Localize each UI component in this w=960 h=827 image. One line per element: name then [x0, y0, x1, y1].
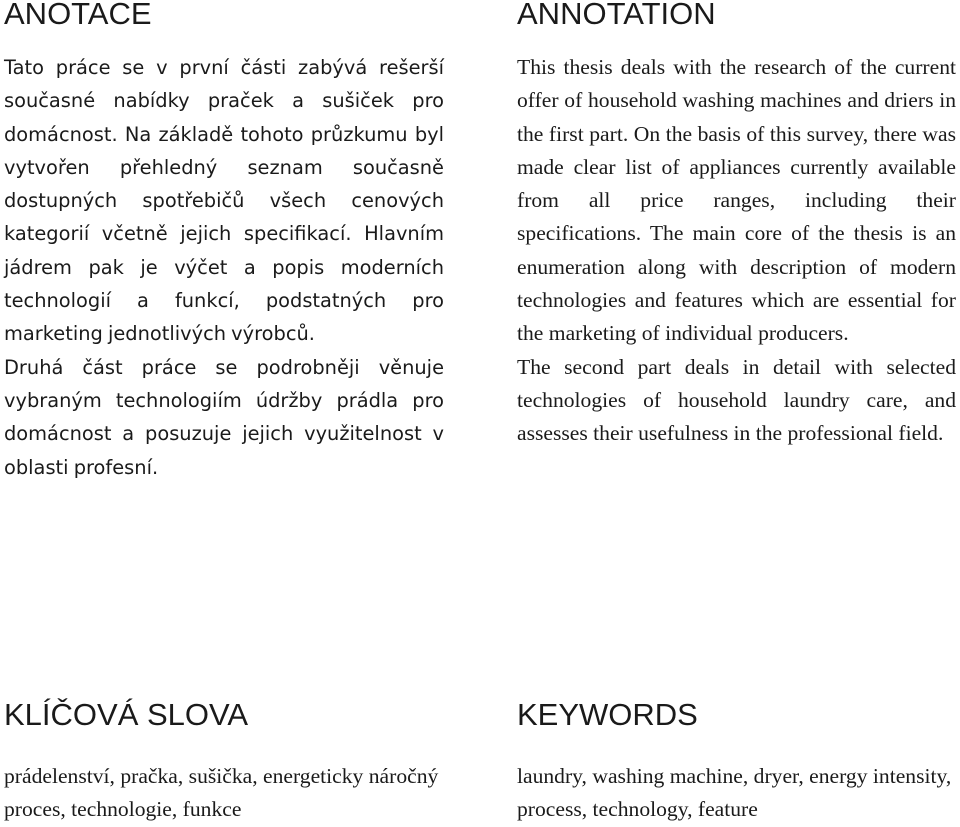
keywords-list-cs: prádelenství, pračka, sušička, energeticky náročný proces, technologie, funkce [4, 764, 439, 822]
annotation-paragraph-cs-1: Tato práce se v první části zabývá rešerší současné nabídky praček a sušiček pro domácnost. Na základě tohoto průzkumu byl vytvořen přehledný seznam současně dostupných spotřebičů všech cenových kategorií včetně jejich specifikací. Hlavním jádrem pak je výčet a popis moderních technologií a funkcí, podstatných pro marketing jednotlivých výrobců. [4, 56, 444, 346]
keywords-list-en: laundry, washing machine, dryer, energy intensity, process, technology, feature [517, 764, 952, 822]
keywords-heading-en: KEYWORDS [517, 697, 698, 732]
annotation-text-cs [4, 51, 444, 484]
annotation-paragraph-en-2: The second part deals in detail with selected technologies of household laundry care, and assesses their usefulness in the professional field. [517, 354, 956, 446]
annotation-paragraph-cs-2: Druhá část práce se podrobněji věnuje vybraným technologiím údržby prádla pro domácnost a posuzuje jejich využitelnost v oblasti profesní. [4, 355, 444, 479]
annotation-heading-en: ANNOTATION [517, 0, 716, 31]
annotation-heading-cs: ANOTACE [4, 0, 152, 31]
keywords-heading-cs: KLÍČOVÁ SLOVA [4, 697, 249, 732]
annotation-text-en [517, 51, 956, 451]
annotation-paragraph-en-1: This thesis deals with the research of the current offer of household washing machines and driers in the first part. On the basis of this survey, there was made clear list of appliances currently available from all price ranges, including their specifications. The main core of the thesis is an enumeration along with description of modern technologies and features which are essential for the marketing of individual producers. [517, 55, 956, 346]
